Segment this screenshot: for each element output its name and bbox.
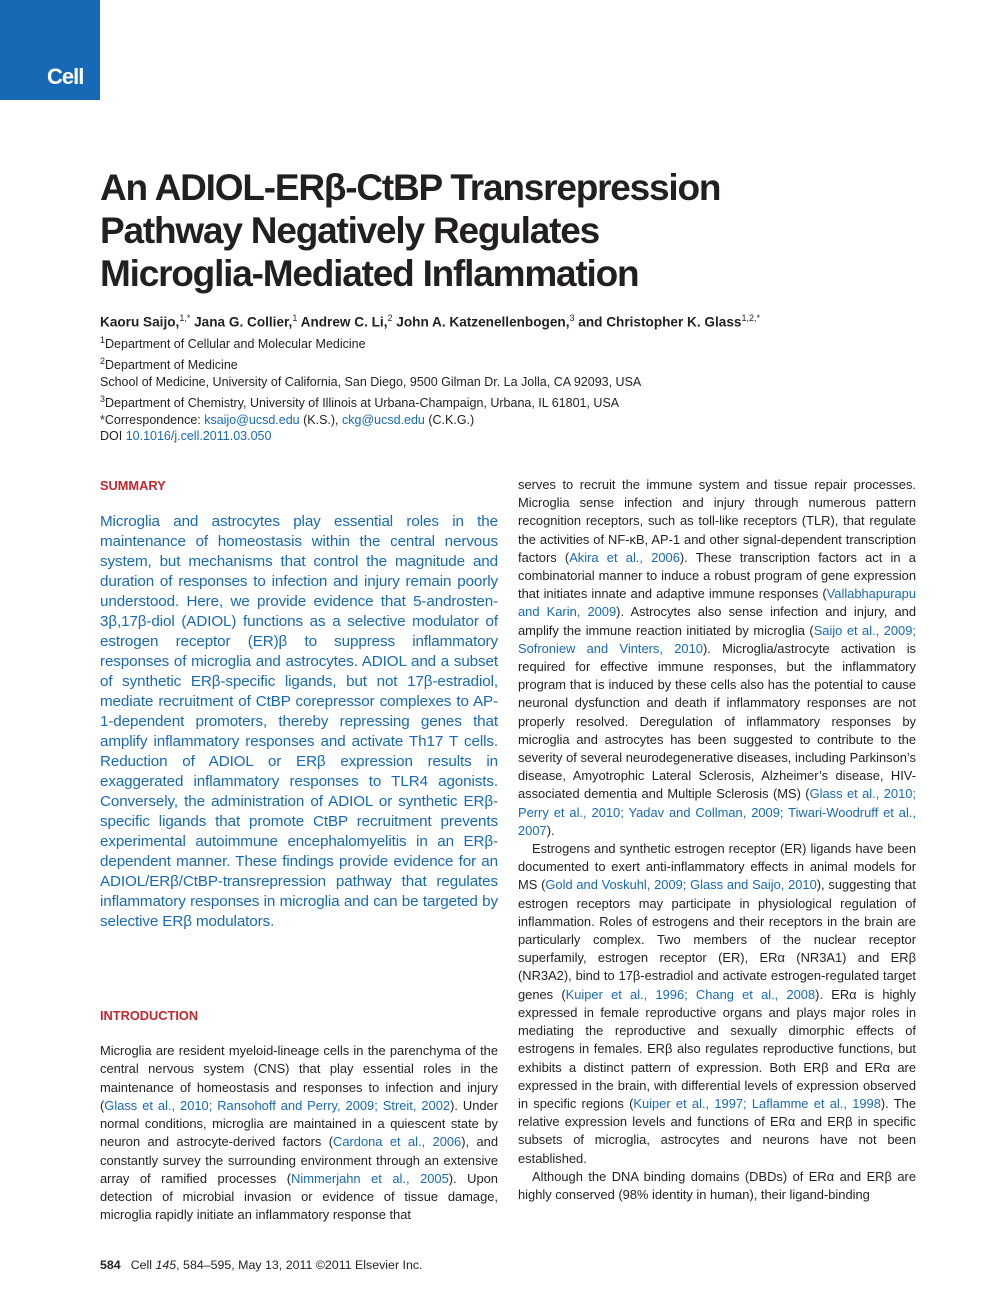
author-list (100, 313, 920, 330)
author-name: Jana G. Collier, (194, 314, 293, 330)
author-sup: 1 (292, 313, 298, 323)
citation-link[interactable]: Vallabhapurapu and Karin, 2009 (518, 586, 916, 620)
title-line-2: Pathway Negatively Regulates (100, 210, 599, 251)
introduction-paragraph (100, 1042, 498, 1225)
correspondence-label: *Correspondence: (100, 412, 205, 427)
body-text: ). ERα is highly expressed in female reproductive organs and plays major roles in mediating the reproductive and sexually dimorphic effects of estrogens in females. ERβ also regulates reproductive functions, but exhibits a distinct pattern of expression. Both ERβ and ERα are expressed in the brain, with differential levels of expression observed in specific regions ( (518, 986, 916, 1111)
citation-link[interactable]: Kuiper et al., 1996; Chang et al., 2008 (565, 986, 816, 1002)
author-sup: 2 (387, 313, 393, 323)
body-text: Microglia are resident myeloid-lineage cells in the parenchyma of the central nervous system (CNS) that play essential roles in the maintenance of homeostasis and responses to infection and injury ( (100, 1043, 498, 1113)
body-text: ). Upon detection of microbial invasion or evidence of tissue damage, microglia rapidly initiate an inflammatory response that (100, 1170, 498, 1223)
body-text: ). (546, 822, 555, 838)
affiliation-line (100, 374, 920, 391)
citation-link[interactable]: Akira et al., 2006 (569, 549, 680, 565)
introduction-heading: INTRODUCTION (100, 1008, 199, 1023)
logo-text: Cell (47, 64, 84, 89)
title-line-1: An ADIOL-ERβ-CtBP Transrepression (100, 167, 721, 208)
title-line-3: Microglia-Mediated Inflammation (100, 253, 639, 294)
doi-link[interactable]: 10.1016/j.cell.2011.03.050 (125, 429, 272, 444)
author-name: Kaoru Saijo, (100, 314, 180, 330)
body-paragraph (518, 1168, 916, 1204)
doi-label: DOI (100, 429, 126, 444)
footer-citation: , 584–595, May 13, 2011 ©2011 Elsevier Inc. (176, 1258, 423, 1272)
citation-link[interactable]: Nimmerjahn et al., 2005 (291, 1170, 449, 1186)
correspondence-initials: (C.K.G.) (424, 412, 475, 427)
summary-text: Microglia and astrocytes play essential roles in the maintenance of homeostasis within the central nervous system, but mechanisms that control the magnitude and duration of responses to infection and injury remain poorly understood. Here, we provide evidence that 5-androsten-3β,17β-diol (ADIOL) functions as a selective modulator of estrogen receptor (ER)β to suppress inflammatory responses of microglia and astrocytes. ADIOL and a subset of synthetic ERβ-specific ligands, but not 17β-estradiol, mediate recruitment of CtBP corepressor complexes to AP-1-dependent promoters, thereby repressing genes that amplify inflammatory responses and activate Th17 T cells. Reduction of ADIOL or ERβ expression results in exaggerated inflammatory responses to TLR4 agonists. Conversely, the administration of ADIOL or synthetic ERβ-specific ligands that promote CtBP recruitment prevents experimental autoimmune encephalomyelitis in an ERβ-dependent manner. These findings provide evidence for an ADIOL/ERβ/CtBP-transrepression pathway that regulates inflammatory responses in microglia and can be targeted by selective ERβ modulators. (100, 513, 498, 930)
author-sup: 3 (569, 313, 575, 323)
body-text: Estrogens and synthetic estrogen receptor (ER) ligands have been documented to exert anti-inflammatory effects in animal models for MS ( (518, 841, 916, 893)
page-footer (100, 1258, 422, 1272)
footer-journal: Cell (130, 1258, 156, 1272)
body-text: Although the DNA binding domains (DBDs) of ERα and ERβ are highly conserved (98% identity in human), their ligand-binding (518, 1168, 916, 1202)
citation-link[interactable]: Gold and Voskuhl, 2009; Glass and Saijo, 2010 (545, 877, 817, 893)
affiliation-sup: 1 (100, 335, 106, 345)
body-text: ), suggesting that estrogen receptors may participate in physiological regulation of inflammation. Roles of estrogens and their receptors in the brain are particularly complex. Two members of the nuclear receptor superfamily, estrogen receptor (ER), ERα (NR3A1) and ERβ (NR3A2), bind to 17β-estradiol and activate estrogen-regulated target genes ( (518, 877, 916, 1002)
body-text: ), and constantly survey the surrounding environment through an extensive array of ramified processes ( (100, 1134, 498, 1186)
doi-line (100, 428, 920, 445)
affiliation-text: School of Medicine, University of California, San Diego, 9500 Gilman Dr. La Jolla, CA 92093, USA (100, 374, 642, 389)
affiliations (100, 332, 920, 445)
affiliation-sup: 2 (100, 355, 106, 366)
body-text: ). Under normal conditions, microglia are maintained in a quiescent state by neuron and astrocyte-derived factors ( (100, 1097, 498, 1150)
affiliation-line (100, 332, 920, 353)
citation-link[interactable]: Kuiper et al., 1997; Laflamme et al., 1998 (633, 1095, 881, 1111)
correspondence-initials: (K.S.), (299, 412, 342, 427)
body-text: ). Astrocytes also sense infection and injury, and amplify the immune reaction initiated by microglia ( (518, 604, 916, 638)
body-text: ). The relative expression levels and functions of ERα and ERβ in specific subsets of microglia, astrocytes and neurons have not been established. (518, 1095, 917, 1166)
author-sup: 1,2,* (741, 313, 760, 323)
citation-link[interactable]: Glass et al., 2010; Perry et al., 2010; Yadav and Collman, 2009; Tiwari-Woodruff et al., 2007 (518, 786, 916, 838)
correspondence-line (100, 412, 920, 429)
affiliation-sup: 3 (100, 393, 106, 404)
affiliation-line (100, 391, 920, 412)
citation-link[interactable]: Glass et al., 2010; Ransohoff and Perry, 2009; Streit, 2002 (104, 1097, 451, 1113)
affiliation-text: Department of Cellular and Molecular Medicine (105, 337, 366, 352)
right-column (518, 476, 916, 1204)
author-name: Andrew C. Li, (300, 314, 388, 330)
body-text: ). These transcription factors act in a combinatorial manner to induce a robust program of gene expression that initiates innate and adaptive immune responses ( (518, 549, 916, 602)
body-paragraph (518, 476, 916, 840)
author-name: John A. Katzenellenbogen, (396, 314, 570, 330)
author-name: and Christopher K. Glass (578, 314, 742, 330)
cell-journal-logo (0, 0, 100, 100)
affiliation-line (100, 353, 920, 374)
author-sup: 1,* (179, 313, 191, 323)
affiliation-text: Department of Chemistry, University of Illinois at Urbana-Champaign, Urbana, IL 61801, USA (105, 395, 620, 410)
page-number: 584 (100, 1258, 121, 1272)
citation-link[interactable]: Cardona et al., 2006 (333, 1134, 462, 1150)
body-text: serves to recruit the immune system and tissue repair processes. Microglia sense infection and injury through numerous pattern recognition receptors, such as toll-like receptors (TLR), that regulate the activities of NF-κB, AP-1 and other signal-dependent transcription factors ( (518, 477, 916, 565)
footer-volume: 145 (155, 1258, 177, 1272)
email-link-ksaijo[interactable]: ksaijo@ucsd.edu (204, 412, 300, 427)
citation-link[interactable]: Saijo et al., 2009; Sofroniew and Vinters, 2010 (518, 622, 916, 656)
affiliation-text: Department of Medicine (105, 358, 238, 373)
body-paragraph (518, 840, 916, 1168)
email-link-ckg[interactable]: ckg@ucsd.edu (342, 412, 425, 427)
article-title (100, 166, 920, 295)
summary-heading: SUMMARY (100, 478, 166, 493)
body-text: ). Microglia/astrocyte activation is required for effective immune responses, but the inflammatory program that is induced by these cells also has the potential to cause neuronal dysfunction and death if inflammatory responses are not properly resolved. Deregulation of inflammatory responses by microglia and astrocytes has been suggested to contribute to the severity of several neurodegenerative diseases, including Parkinson’s disease, Amyotrophic Lateral Sclerosis, Alzheimer’s disease, HIV-associated dementia and Multiple Sclerosis (MS) ( (518, 640, 916, 802)
